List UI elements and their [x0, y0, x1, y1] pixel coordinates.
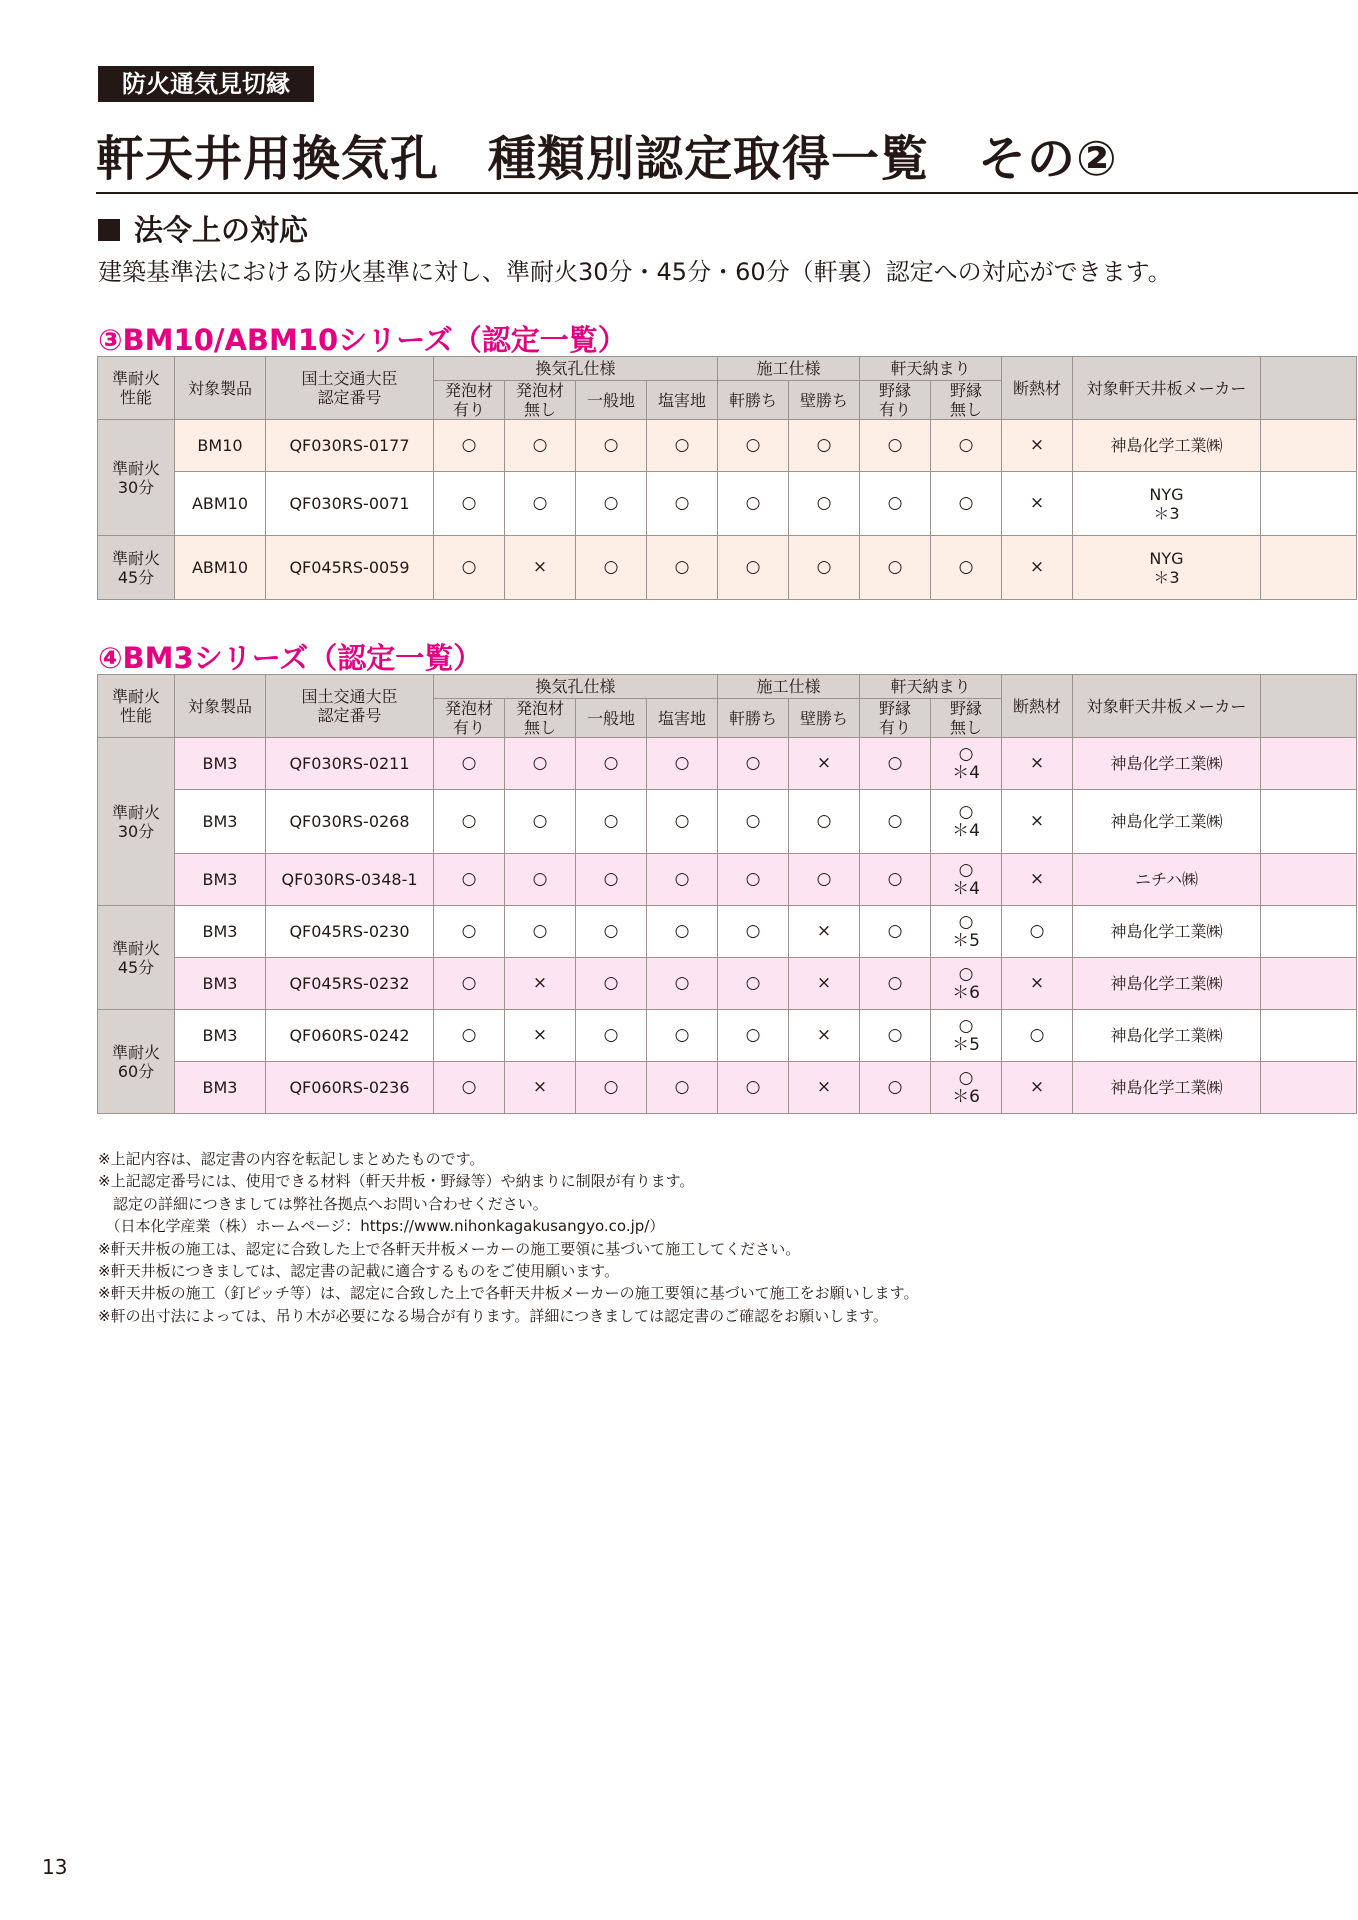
mark-cell: ○ — [647, 958, 718, 1010]
header-subcol: 壁勝ち — [789, 699, 860, 738]
blank-cell — [1261, 790, 1357, 854]
footnote-line: ※上記認定番号には、使用できる材料（軒天井板・野縁等）や納まりに制限が有ります。 — [98, 1172, 695, 1191]
performance-cell: 準耐火 30分 — [98, 420, 175, 536]
table-row — [98, 790, 1357, 854]
blank-cell — [1261, 906, 1357, 958]
mark-cell: ○ — [434, 536, 505, 600]
maker-cell: 神島化学工業㈱ — [1073, 1062, 1261, 1114]
header-vent-spec: 換気孔仕様 — [434, 357, 718, 381]
blank-cell — [1261, 1062, 1357, 1114]
mark-cell: ○ — [718, 420, 789, 472]
header-subcol: 壁勝ち — [789, 381, 860, 420]
header-insulation: 断熱材 — [1002, 675, 1073, 738]
mark-cell: ○ — [576, 472, 647, 536]
product-cell: BM3 — [175, 854, 266, 906]
table4-title: ④BM3シリーズ（認定一覧） — [98, 641, 483, 675]
insulation-cell: × — [1002, 1062, 1073, 1114]
table-row — [98, 958, 1357, 1010]
header-subcol: 塩害地 — [647, 381, 718, 420]
insulation-cell: ○ — [1002, 1010, 1073, 1062]
footnote-line: ※軒天井板の施工（釘ピッチ等）は、認定に合致した上で各軒天井板メーカーの施工要領に基づいて施工をお願いします。 — [98, 1284, 919, 1303]
maker-cell: 神島化学工業㈱ — [1073, 1010, 1261, 1062]
insulation-cell: × — [1002, 472, 1073, 536]
mark-cell: ○ — [434, 958, 505, 1010]
cert-number-cell: QF030RS-0071 — [266, 472, 434, 536]
mark-cell: ○ — [860, 738, 931, 790]
mark-cell: ○ — [434, 1062, 505, 1114]
mark-cell: ○ ＊6 — [931, 1062, 1002, 1114]
mark-cell: ○ — [860, 906, 931, 958]
header-cert-number: 国土交通大臣 認定番号 — [266, 675, 434, 738]
insulation-cell: × — [1002, 958, 1073, 1010]
header-subcol: 塩害地 — [647, 699, 718, 738]
product-cell: BM10 — [175, 420, 266, 472]
mark-cell: ○ — [434, 1010, 505, 1062]
mark-cell: ○ — [860, 1010, 931, 1062]
footnotes — [98, 1148, 918, 1327]
header-subcol: 軒勝ち — [718, 381, 789, 420]
mark-cell: ○ — [576, 738, 647, 790]
mark-cell: ○ — [647, 790, 718, 854]
header-soffit-finish: 軒天納まり — [860, 675, 1002, 699]
footnote-line: ※軒天井板につきましては、認定書の記載に適合するものをご使用願います。 — [98, 1262, 620, 1281]
mark-cell: ○ — [434, 790, 505, 854]
header-blank — [1261, 675, 1357, 738]
header-product: 対象製品 — [175, 357, 266, 420]
table-row — [98, 420, 1357, 472]
mark-cell: × — [789, 738, 860, 790]
mark-cell: ○ — [505, 790, 576, 854]
mark-cell: ○ — [789, 472, 860, 536]
insulation-cell: × — [1002, 420, 1073, 472]
cert-number-cell: QF045RS-0230 — [266, 906, 434, 958]
cert-number-cell: QF060RS-0236 — [266, 1062, 434, 1114]
mark-cell: × — [505, 536, 576, 600]
header-subcol: 野縁 有り — [860, 381, 931, 420]
mark-cell: ○ — [860, 536, 931, 600]
mark-cell: ○ — [860, 790, 931, 854]
mark-cell: ○ — [434, 738, 505, 790]
table4-certification-list — [97, 674, 1357, 1114]
mark-cell: ○ — [647, 472, 718, 536]
header-subcol: 野縁 無し — [931, 381, 1002, 420]
header-product: 対象製品 — [175, 675, 266, 738]
mark-cell: ○ — [505, 854, 576, 906]
mark-cell: ○ — [576, 958, 647, 1010]
mark-cell: ○ ＊4 — [931, 854, 1002, 906]
mark-cell: ○ — [576, 906, 647, 958]
cert-number-cell: QF045RS-0059 — [266, 536, 434, 600]
maker-cell: NYG ＊3 — [1073, 472, 1261, 536]
header-cert-number: 国土交通大臣 認定番号 — [266, 357, 434, 420]
header-maker: 対象軒天井板メーカー — [1073, 675, 1261, 738]
header-soffit-finish: 軒天納まり — [860, 357, 1002, 381]
mark-cell: ○ — [647, 1062, 718, 1114]
cert-number-cell: QF030RS-0211 — [266, 738, 434, 790]
header-subcol: 一般地 — [576, 381, 647, 420]
mark-cell: ○ — [647, 536, 718, 600]
mark-cell: ○ — [860, 472, 931, 536]
table3-title: ③BM10/ABM10シリーズ（認定一覧） — [98, 323, 627, 357]
table-row — [98, 1010, 1357, 1062]
mark-cell: ○ — [647, 1010, 718, 1062]
mark-cell: ○ — [505, 906, 576, 958]
mark-cell: ○ — [505, 472, 576, 536]
maker-cell: 神島化学工業㈱ — [1073, 738, 1261, 790]
mark-cell: ○ — [647, 906, 718, 958]
header-subcol: 野縁 有り — [860, 699, 931, 738]
header-subcol: 一般地 — [576, 699, 647, 738]
insulation-cell: × — [1002, 738, 1073, 790]
blank-cell — [1261, 738, 1357, 790]
mark-cell: ○ — [931, 420, 1002, 472]
header-subcol: 発泡材 有り — [434, 699, 505, 738]
maker-cell: 神島化学工業㈱ — [1073, 420, 1261, 472]
cert-number-cell: QF030RS-0177 — [266, 420, 434, 472]
mark-cell: ○ — [789, 854, 860, 906]
product-cell: BM3 — [175, 790, 266, 854]
square-bullet-icon — [98, 219, 120, 241]
section-heading — [98, 208, 308, 249]
footnote-line: 認定の詳細につきましては弊社各拠点へお問い合わせください。 — [98, 1194, 548, 1213]
mark-cell: ○ — [576, 790, 647, 854]
mark-cell: ○ — [718, 536, 789, 600]
mark-cell: ○ — [434, 472, 505, 536]
header-construction-spec: 施工仕様 — [718, 675, 860, 699]
mark-cell: ○ — [718, 738, 789, 790]
mark-cell: × — [789, 906, 860, 958]
performance-cell: 準耐火 60分 — [98, 1010, 175, 1114]
table-row — [98, 738, 1357, 790]
maker-cell: 神島化学工業㈱ — [1073, 958, 1261, 1010]
mark-cell: ○ — [718, 790, 789, 854]
mark-cell: ○ ＊5 — [931, 1010, 1002, 1062]
mark-cell: ○ — [789, 420, 860, 472]
table-row — [98, 854, 1357, 906]
mark-cell: ○ — [860, 420, 931, 472]
mark-cell: ○ — [576, 420, 647, 472]
mark-cell: ○ ＊4 — [931, 738, 1002, 790]
mark-cell: ○ — [718, 472, 789, 536]
maker-cell: 神島化学工業㈱ — [1073, 906, 1261, 958]
mark-cell: ○ ＊6 — [931, 958, 1002, 1010]
insulation-cell: × — [1002, 854, 1073, 906]
header-insulation: 断熱材 — [1002, 357, 1073, 420]
table-row — [98, 906, 1357, 958]
table-row — [98, 472, 1357, 536]
header-blank — [1261, 357, 1357, 420]
header-vent-spec: 換気孔仕様 — [434, 675, 718, 699]
header-performance: 準耐火 性能 — [98, 357, 175, 420]
mark-cell: ○ — [434, 854, 505, 906]
mark-cell: ○ — [647, 854, 718, 906]
blank-cell — [1261, 472, 1357, 536]
table-row — [98, 536, 1357, 600]
performance-cell: 準耐火 45分 — [98, 906, 175, 1010]
insulation-cell: ○ — [1002, 906, 1073, 958]
mark-cell: ○ — [434, 906, 505, 958]
mark-cell: ○ — [860, 958, 931, 1010]
blank-cell — [1261, 420, 1357, 472]
blank-cell — [1261, 854, 1357, 906]
mark-cell: ○ — [576, 536, 647, 600]
cert-number-cell: QF045RS-0232 — [266, 958, 434, 1010]
mark-cell: ○ ＊4 — [931, 790, 1002, 854]
mark-cell: ○ ＊5 — [931, 906, 1002, 958]
section-heading-text: 法令上の対応 — [134, 213, 309, 247]
mark-cell: ○ — [647, 420, 718, 472]
category-tag: 防火通気見切縁 — [98, 66, 314, 102]
header-construction-spec: 施工仕様 — [718, 357, 860, 381]
footnote-line: ※上記内容は、認定書の内容を転記しまとめたものです。 — [98, 1150, 485, 1168]
mark-cell: ○ — [860, 1062, 931, 1114]
mark-cell: ○ — [718, 854, 789, 906]
mark-cell: ○ — [434, 420, 505, 472]
mark-cell: ○ — [718, 1062, 789, 1114]
product-cell: BM3 — [175, 906, 266, 958]
mark-cell: ○ — [931, 472, 1002, 536]
mark-cell: ○ — [647, 738, 718, 790]
cert-number-cell: QF030RS-0268 — [266, 790, 434, 854]
page-number: 13 — [42, 1855, 68, 1879]
mark-cell: ○ — [789, 790, 860, 854]
mark-cell: ○ — [860, 854, 931, 906]
title-divider — [96, 192, 1358, 194]
footnote-line: ※軒の出寸法によっては、吊り木が必要になる場合が有ります。詳細につきましては認定書のご確認をお願いします。 — [98, 1306, 888, 1325]
performance-cell: 準耐火 45分 — [98, 536, 175, 600]
header-subcol: 発泡材 無し — [505, 699, 576, 738]
cert-number-cell: QF030RS-0348-1 — [266, 854, 434, 906]
product-cell: ABM10 — [175, 472, 266, 536]
mark-cell: ○ — [505, 738, 576, 790]
blank-cell — [1261, 536, 1357, 600]
blank-cell — [1261, 1010, 1357, 1062]
page-title: 軒天井用換気孔 種類別認定取得一覧 その② — [96, 131, 1118, 187]
mark-cell: × — [789, 958, 860, 1010]
section-body: 建築基準法における防火基準に対し、準耐火30分・45分・60分（軒裏）認定への対応ができます。 — [98, 258, 1172, 286]
header-subcol: 発泡材 有り — [434, 381, 505, 420]
table-row — [98, 1062, 1357, 1114]
mark-cell: × — [505, 958, 576, 1010]
mark-cell: ○ — [576, 854, 647, 906]
header-subcol: 軒勝ち — [718, 699, 789, 738]
mark-cell: ○ — [718, 906, 789, 958]
header-performance: 準耐火 性能 — [98, 675, 175, 738]
header-maker: 対象軒天井板メーカー — [1073, 357, 1261, 420]
mark-cell: × — [505, 1062, 576, 1114]
blank-cell — [1261, 958, 1357, 1010]
maker-cell: NYG ＊3 — [1073, 536, 1261, 600]
mark-cell: ○ — [718, 1010, 789, 1062]
maker-cell: ニチハ㈱ — [1073, 854, 1261, 906]
mark-cell: ○ — [931, 536, 1002, 600]
product-cell: BM3 — [175, 1062, 266, 1114]
product-cell: BM3 — [175, 958, 266, 1010]
product-cell: BM3 — [175, 1010, 266, 1062]
mark-cell: ○ — [718, 958, 789, 1010]
mark-cell: × — [505, 1010, 576, 1062]
header-subcol: 野縁 無し — [931, 699, 1002, 738]
product-cell: BM3 — [175, 738, 266, 790]
footnote-line: ※軒天井板の施工は、認定に合致した上で各軒天井板メーカーの施工要領に基づいて施工してください。 — [98, 1239, 801, 1258]
mark-cell: ○ — [576, 1010, 647, 1062]
insulation-cell: × — [1002, 536, 1073, 600]
cert-number-cell: QF060RS-0242 — [266, 1010, 434, 1062]
footnote-line: （日本化学産業（株）ホームページ：https://www.nihonkagakusangyo.co.jp/） — [98, 1217, 665, 1236]
table3-certification-list — [97, 356, 1357, 600]
mark-cell: ○ — [505, 420, 576, 472]
mark-cell: ○ — [789, 536, 860, 600]
performance-cell: 準耐火 30分 — [98, 738, 175, 906]
insulation-cell: × — [1002, 790, 1073, 854]
product-cell: ABM10 — [175, 536, 266, 600]
mark-cell: × — [789, 1062, 860, 1114]
mark-cell: ○ — [576, 1062, 647, 1114]
maker-cell: 神島化学工業㈱ — [1073, 790, 1261, 854]
mark-cell: × — [789, 1010, 860, 1062]
header-subcol: 発泡材 無し — [505, 381, 576, 420]
